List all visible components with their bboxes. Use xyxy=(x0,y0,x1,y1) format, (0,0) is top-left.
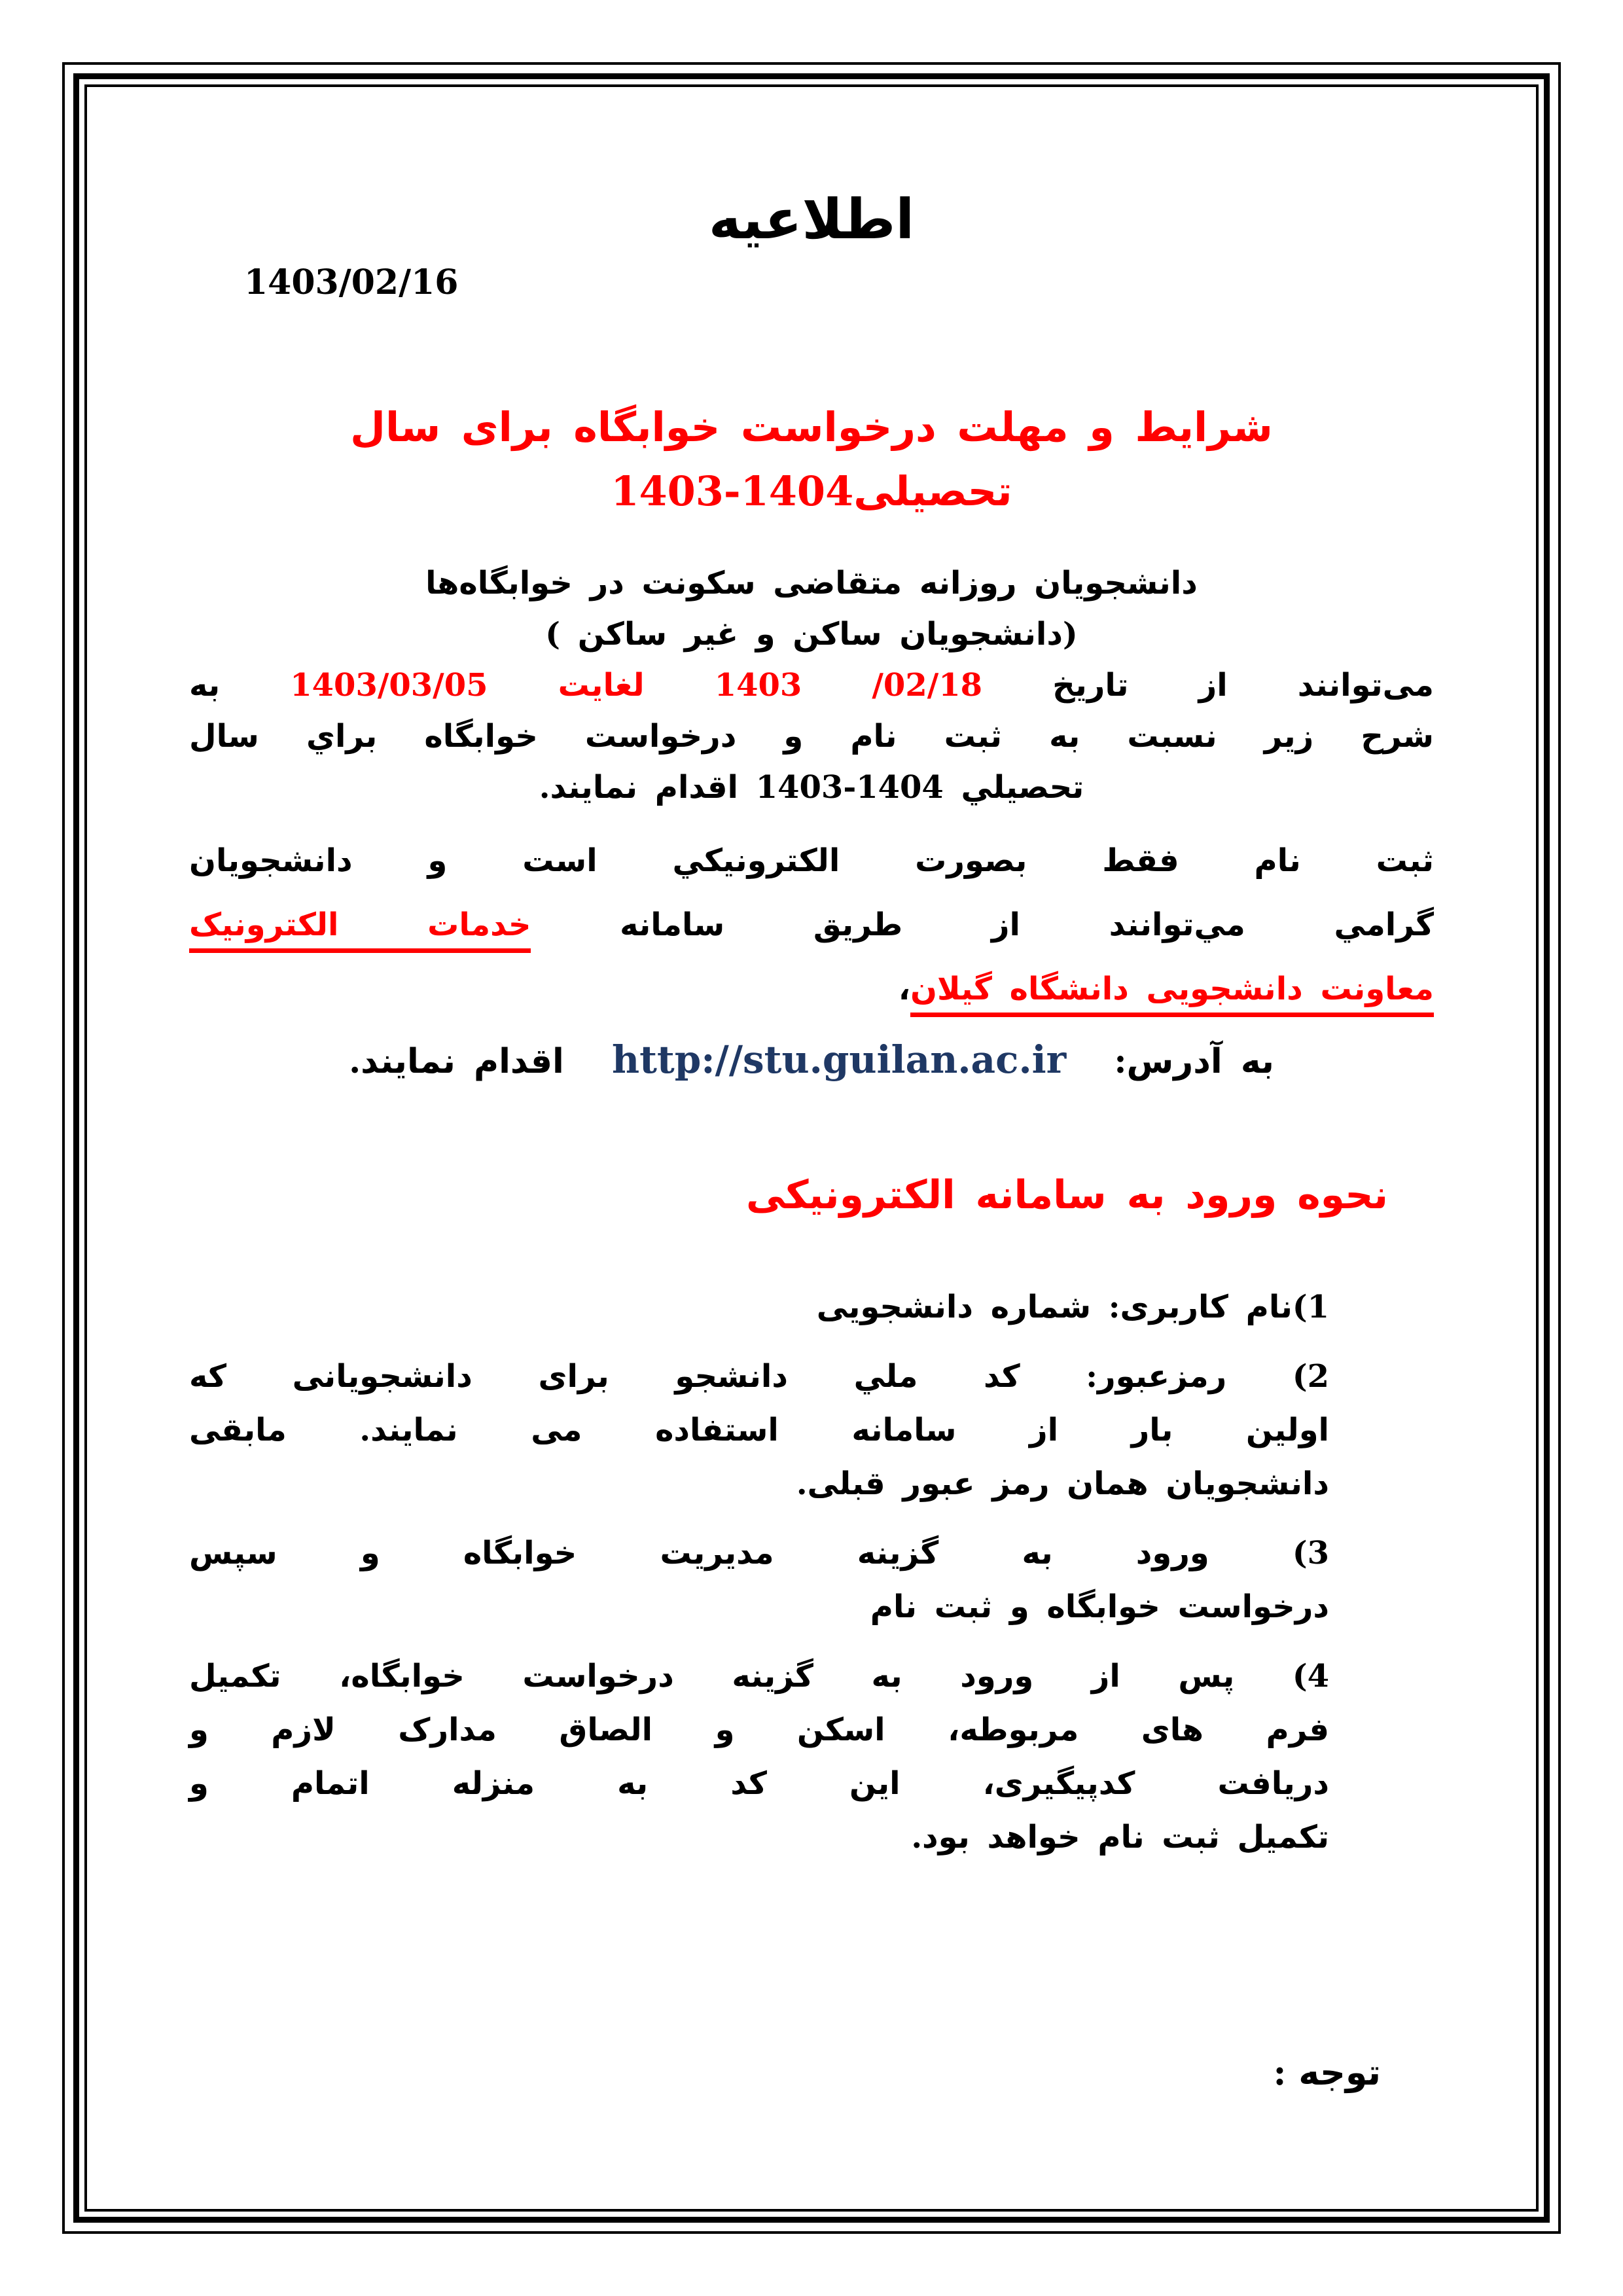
document-date: 1403/02/16 xyxy=(244,262,459,302)
system-name-part1: خدمات الکترونیک xyxy=(189,906,531,953)
intro-line3: می‌توانند از تاریخ 1403 /02/18 لغایت 1403/03/05 به xyxy=(189,667,1434,704)
registration-paragraph xyxy=(189,829,1434,1021)
address-suffix: اقدام نمایند. xyxy=(349,1041,564,1081)
intro-line2: (دانشجویان ساکن و غیر ساکن ) xyxy=(545,616,1078,653)
step-1 xyxy=(189,1280,1329,1334)
sub-heading: نحوه ورود به سامانه الکترونیکی xyxy=(745,1172,1388,1218)
main-heading-line1: شرایط و مهلت درخواست خوابگاه برای سال xyxy=(350,403,1273,451)
academic-year: 1403-1404 xyxy=(611,467,854,515)
main-heading-line2: تحصیلی1403-1404 xyxy=(611,467,1012,515)
document-content xyxy=(87,87,1536,2209)
start-date: 1403 /02/18 xyxy=(714,667,983,704)
step-4-line2: فرم های مربوطه، اسکن و الصاق مدارک لازم و xyxy=(189,1712,1329,1748)
border-thick-line xyxy=(73,73,1550,2223)
registration-line3: معاونت دانشجویی دانشگاه گیلان، xyxy=(189,957,1434,1021)
steps-list xyxy=(189,1280,1434,1864)
step-2-line3: دانشجویان همان رمز عبور قبلی. xyxy=(796,1465,1329,1502)
step-4-line3: دریافت کدپیگیری، این کد به منزله اتمام و xyxy=(189,1765,1329,1802)
step-4-line1: 4) پس از ورود به گزینه درخواست خوابگاه، تکمیل xyxy=(189,1658,1329,1695)
intro-line5: تحصيلي 1403-1404 اقدام نمایند. xyxy=(539,769,1084,806)
step-3-line1: 3) ورود به گزینه مدیریت خوابگاه و سپس xyxy=(189,1535,1329,1571)
system-name-part2: معاونت دانشجویی دانشگاه گیلان xyxy=(910,971,1434,1017)
step-2-line1: 2) رمزعبور: کد ملي دانشجو برای دانشجویانی که xyxy=(189,1358,1329,1395)
url-link[interactable]: http://stu.guilan.ac.ir xyxy=(611,1037,1067,1082)
border-outer-line xyxy=(62,62,1561,2234)
step-2 xyxy=(189,1350,1329,1511)
address-prefix: به آدرس: xyxy=(1114,1041,1274,1081)
page-title: اطلاعیه xyxy=(708,187,915,251)
step-2-line2: اولین بار از سامانه استفاده می نمایند. مابقی xyxy=(189,1412,1329,1448)
intro-line1: دانشجویان روزانه متقاضی سکونت در خوابگاه‌ها xyxy=(425,565,1198,601)
intro-line4: شرح زیر نسبت به ثبت نام و درخواست خوابگاه براي سال xyxy=(189,718,1434,755)
step-4-line4: تکمیل ثبت نام خواهد بود. xyxy=(911,1819,1329,1856)
step-3 xyxy=(189,1526,1329,1634)
step-4 xyxy=(189,1649,1329,1864)
registration-line2: گرامي مي‌توانند از طریق سامانه خدمات الکترونیک xyxy=(189,893,1434,957)
main-heading xyxy=(189,395,1434,524)
intro-paragraph xyxy=(189,558,1434,813)
attention-label: توجه : xyxy=(1273,2051,1381,2093)
step-1-line1: 1)نام کاربری: شماره دانشجویی xyxy=(816,1289,1329,1325)
step-3-line2: درخواست خوابگاه و ثبت نام xyxy=(870,1588,1329,1625)
until-word: لغایت xyxy=(558,667,645,704)
border-inner-line xyxy=(84,84,1539,2212)
registration-line1: ثبت نام فقط بصورت الکترونیکي است و دانشجویان xyxy=(189,842,1434,879)
address-line xyxy=(189,1030,1434,1091)
end-date: 1403/03/05 xyxy=(290,667,488,704)
academic-year-2: 1403-1404 xyxy=(755,769,944,806)
